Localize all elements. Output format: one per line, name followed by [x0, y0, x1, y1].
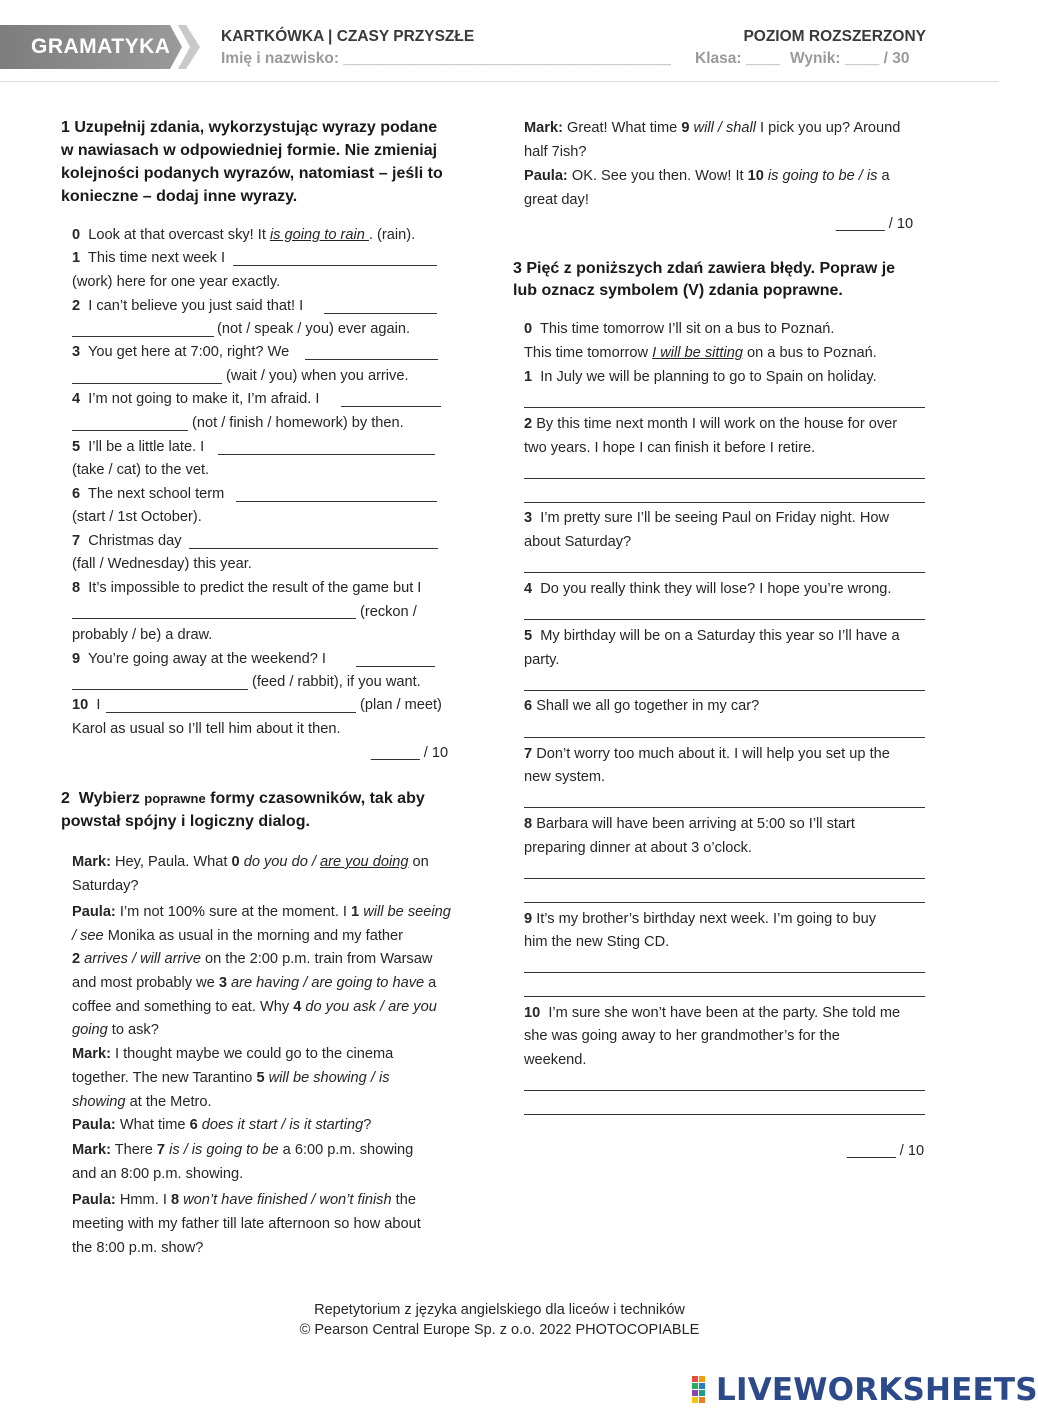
dialog-text: Great! What time	[567, 120, 682, 136]
ex1-item	[72, 388, 319, 412]
dialog-line	[72, 972, 436, 996]
dialog-line	[72, 1091, 212, 1115]
page-title: KARTKÓWKA | CZASY PRZYSZŁE	[221, 28, 475, 45]
choice-option[interactable]: will be showing / is	[264, 1070, 390, 1086]
ex1-item	[72, 577, 421, 601]
item-number: 3	[524, 510, 533, 526]
dialog-text: I’m not 100% sure at the moment. I	[119, 904, 352, 920]
speaker-label: Mark:	[524, 120, 563, 136]
item-number: 7	[72, 533, 81, 549]
example-text: . (rain).	[368, 227, 416, 243]
item-text: probably / be) a draw.	[72, 627, 213, 643]
dialog-text: Monika as usual in the morning and my father	[103, 928, 403, 944]
choice-option[interactable]: do you do /	[243, 854, 320, 870]
footer-line: Repetytorium z języka angielskiego dla liceów i techników	[314, 1302, 685, 1318]
choice-option[interactable]: / see	[72, 928, 104, 944]
answer-blank[interactable]	[218, 454, 435, 455]
item-text: (wait / you) when you arrive.	[226, 368, 409, 384]
item-text: You’re going away at the weekend? I	[87, 651, 326, 667]
item-number: 8	[72, 580, 81, 596]
dialog-text: There	[114, 1142, 157, 1158]
answer-line[interactable]	[524, 902, 925, 903]
item-number: 6	[524, 698, 533, 714]
ex3-item	[524, 908, 876, 932]
answer-blank[interactable]	[305, 359, 438, 360]
ex3-item	[524, 366, 877, 390]
example-answer: I will be sitting	[652, 345, 743, 361]
dialog-text: on the 2:00 p.m. train from Warsaw	[200, 951, 433, 967]
choice-option[interactable]: is going to be / is	[763, 168, 878, 184]
answer-blank[interactable]	[72, 689, 248, 690]
ex1-item	[72, 247, 225, 271]
answer-line[interactable]	[524, 619, 925, 620]
footer-copyright: © Pearson Central Europe Sp. z o.o. 2022 PHOTOCOPIABLE	[299, 1322, 700, 1338]
ex3-item	[524, 743, 890, 767]
dialog-text: at the Metro.	[125, 1094, 212, 1110]
choice-option[interactable]: will / shall	[689, 120, 756, 136]
item-number: 9	[524, 911, 533, 927]
dialog-line	[72, 948, 432, 972]
ex2-title-small-word: poprawne	[144, 791, 206, 806]
choice-option[interactable]: are having / are going to have	[226, 975, 425, 991]
item-text: him the new Sting CD.	[524, 934, 670, 950]
item-text: I’m not going to make it, I’m afraid. I	[88, 391, 320, 407]
answer-blank[interactable]	[72, 430, 188, 431]
dialog-text: a	[424, 975, 437, 991]
speaker-label: Paula:	[72, 904, 116, 920]
answer-blank[interactable]	[72, 618, 356, 619]
ex1-score[interactable]: ______ / 10	[371, 745, 449, 761]
item-text: Karol as usual so I’ll tell him about it then.	[72, 721, 341, 737]
item-number: 0	[524, 321, 533, 337]
section-tab-label: GRAMATYKA	[31, 35, 171, 58]
item-text: (reckon /	[360, 604, 417, 620]
item-number: 6	[189, 1117, 198, 1133]
answer-blank[interactable]	[106, 712, 356, 713]
choice-option[interactable]: going	[72, 1022, 108, 1038]
liveworksheets-logo-icon	[692, 1372, 714, 1408]
dialog-line	[72, 1043, 393, 1067]
answer-line[interactable]	[524, 807, 925, 808]
item-text: This time tomorrow I’ll sit on a bus to Poznań.	[539, 321, 835, 337]
item-text: Shall we all go together in my car?	[536, 698, 760, 714]
item-number: 1	[524, 369, 533, 385]
dialog-text: great day!	[524, 192, 589, 208]
item-text: about Saturday?	[524, 534, 632, 550]
item-number: 1	[351, 904, 360, 920]
dialog-text: OK. See you then. Wow! It	[571, 168, 748, 184]
dialog-line	[72, 925, 403, 949]
ex3-item	[524, 578, 891, 602]
item-text: weekend.	[524, 1052, 587, 1068]
ex3-title-line: lub oznacz symbolem (V) zdania poprawne.	[513, 282, 843, 299]
dialog-line	[524, 165, 890, 189]
dialog-text: ?	[363, 1117, 372, 1133]
ex3-example-answer	[524, 342, 877, 366]
answer-line[interactable]	[524, 690, 925, 691]
ex2-title-line: 2 Wybierz poprawne formy czasowników, tak aby	[61, 790, 425, 807]
item-text: she was going away to her grandmother’s for the	[524, 1028, 840, 1044]
item-number: 0	[72, 227, 81, 243]
item-text: Barbara will have been arriving at 5:00 so I’ll start	[536, 816, 855, 832]
item-text: (start / 1st October).	[72, 509, 202, 525]
liveworksheets-brand[interactable]: LIVEWORKSHEETS	[716, 1372, 1038, 1408]
item-text: In July we will be planning to go to Spain on holiday.	[540, 369, 877, 385]
item-text: (take / cat) to the vet.	[72, 462, 210, 478]
ex1-example	[72, 224, 415, 248]
dialog-line	[72, 1189, 416, 1213]
item-text: on a bus to Poznań.	[742, 345, 877, 361]
ex3-score[interactable]: ______ / 10	[847, 1143, 925, 1159]
dialog-text: to ask?	[107, 1022, 159, 1038]
answer-line[interactable]	[524, 996, 925, 997]
dialog-text: Saturday?	[72, 878, 139, 894]
dialog-text: I pick you up? Around	[755, 120, 901, 136]
ex1-item	[72, 694, 100, 718]
ex1-item	[72, 483, 224, 507]
dialog-line	[72, 901, 451, 925]
answer-blank[interactable]	[324, 313, 437, 314]
score-field-label[interactable]: Wynik: ____ / 30	[790, 50, 910, 67]
item-text: I’m pretty sure I’ll be seeing Paul on Friday night. How	[540, 510, 890, 526]
choice-option[interactable]: does it start / is it starting	[197, 1117, 364, 1133]
item-number: 2	[524, 416, 533, 432]
item-number: 4	[293, 999, 302, 1015]
item-text: It’s impossible to predict the result of the game but I	[88, 580, 422, 596]
dialog-line	[72, 996, 437, 1020]
item-text: It’s my brother’s birthday next week. I’m going to buy	[536, 911, 877, 927]
item-text: preparing dinner at about 3 o’clock.	[524, 840, 752, 856]
item-text: The next school term	[87, 486, 225, 502]
ex3-item	[524, 813, 855, 837]
answer-line[interactable]	[524, 502, 925, 503]
item-text: I	[96, 697, 101, 713]
dialog-text: Hey, Paula. What	[115, 854, 232, 870]
dialog-text: on	[408, 854, 429, 870]
answer-blank[interactable]	[356, 666, 435, 667]
dialog-text: meeting with my father till late afternoon so how about	[72, 1216, 421, 1232]
ex1-item	[72, 648, 326, 672]
item-text: new system.	[524, 769, 606, 785]
item-text: (plan / meet)	[360, 697, 442, 713]
speaker-label: Paula:	[72, 1192, 116, 1208]
item-text: (not / speak / you) ever again.	[217, 321, 411, 337]
dialog-text: What time	[119, 1117, 190, 1133]
item-text: Do you really think they will lose? I hope you’re wrong.	[540, 581, 892, 597]
item-text: Christmas day	[88, 533, 182, 549]
answer-line[interactable]	[524, 1114, 925, 1115]
choice-option-selected[interactable]: are you doing	[320, 854, 409, 870]
item-number: 5	[72, 439, 81, 455]
dialog-text: Hmm. I	[119, 1192, 171, 1208]
item-number: 3	[72, 344, 81, 360]
dialog-text: I thought maybe we could go to the cinema	[115, 1046, 394, 1062]
item-number: 4	[524, 581, 533, 597]
answer-blank[interactable]	[72, 336, 214, 337]
ex3-example	[524, 318, 834, 342]
header-divider	[0, 81, 999, 82]
item-text: two years. I hope I can finish it before I retire.	[524, 440, 816, 456]
item-number: 2	[72, 951, 81, 967]
dialog-text: a 6:00 p.m. showing	[278, 1142, 414, 1158]
speaker-label: Paula:	[72, 1117, 116, 1133]
item-number: 7	[524, 746, 533, 762]
ex3-title-line: 3 Pięć z poniższych zdań zawiera błędy. Popraw je	[513, 260, 896, 277]
ex1-item	[72, 295, 303, 319]
item-number: 8	[524, 816, 533, 832]
item-text: This time next week I	[87, 250, 226, 266]
item-text: I’m sure she won’t have been at the party. She told me	[548, 1005, 901, 1021]
class-field-label[interactable]: Klasa: ____	[695, 50, 781, 67]
dialog-text: half 7ish?	[524, 144, 587, 160]
item-text: I’ll be a little late. I	[88, 439, 205, 455]
item-number: 0	[231, 854, 240, 870]
item-number: 9	[72, 651, 81, 667]
item-text: (feed / rabbit), if you want.	[252, 674, 421, 690]
ex1-title-line: konieczne – dodaj inne wyrazy.	[61, 188, 298, 205]
ex1-title-line: kolejności podanych wyrazów, natomiast – jeśli to	[61, 165, 443, 182]
dialog-text: and most probably we	[72, 975, 219, 991]
speaker-label: Mark:	[72, 1142, 111, 1158]
item-text: (work) here for one year exactly.	[72, 274, 281, 290]
ex3-item	[524, 507, 889, 531]
speaker-label: Paula:	[524, 168, 568, 184]
item-number: 4	[72, 391, 81, 407]
item-text: (not / finish / homework) by then.	[192, 415, 404, 431]
item-number: 10	[524, 1005, 541, 1021]
item-number: 9	[681, 120, 690, 136]
item-number: 7	[156, 1142, 166, 1158]
answer-blank[interactable]	[72, 383, 222, 384]
dialog-text: the 8:00 p.m. show?	[72, 1240, 204, 1256]
ex1-title-line: 1 Uzupełnij zdania, wykorzystując wyrazy podane	[61, 119, 438, 136]
answer-line[interactable]	[524, 478, 925, 479]
item-text: This time tomorrow	[524, 345, 653, 361]
item-number: 1	[72, 250, 81, 266]
answer-line[interactable]	[524, 737, 925, 738]
answer-blank[interactable]	[236, 501, 437, 502]
ex2-title-line: powstał spójny i logiczny dialog.	[61, 813, 310, 830]
dialog-line	[524, 117, 900, 141]
item-text: party.	[524, 652, 560, 668]
ex1-title-line: w nawiasach w odpowiedniej formie. Nie zmieniaj	[61, 142, 438, 159]
answer-line[interactable]	[524, 572, 925, 573]
answer-line[interactable]	[524, 878, 925, 879]
answer-line[interactable]	[524, 407, 925, 408]
dialog-line	[72, 1114, 371, 1138]
ex3-item	[524, 1002, 900, 1026]
item-text: (fall / Wednesday) this year.	[72, 556, 252, 572]
choice-option[interactable]: is / is going to be	[165, 1142, 279, 1158]
name-field-label[interactable]: Imię i nazwisko: ______________________________________	[221, 50, 671, 67]
speaker-label: Mark:	[72, 1046, 111, 1062]
item-number: 10	[72, 697, 89, 713]
ex1-item	[72, 436, 204, 460]
dialog-line	[72, 1067, 390, 1091]
choice-option[interactable]: showing	[72, 1094, 126, 1110]
ex1-item	[72, 530, 182, 554]
choice-option[interactable]: won’t have finished / won’t finish	[179, 1192, 392, 1208]
answer-blank[interactable]	[189, 548, 438, 549]
item-text: Don’t worry too much about it. I will help you set up the	[536, 746, 890, 762]
example-answer: is going to rain	[269, 227, 369, 243]
ex2-score[interactable]: ______ / 10	[836, 216, 914, 232]
level-label: POZIOM ROZSZERZONY	[743, 28, 926, 45]
item-text: By this time next month I will work on the house for over	[536, 416, 898, 432]
ex3-item	[524, 625, 900, 649]
item-text: I can’t believe you just said that! I	[88, 298, 304, 314]
ex3-item	[524, 695, 759, 719]
item-number: 10	[747, 168, 764, 184]
item-number: 8	[170, 1192, 180, 1208]
item-number: 5	[524, 628, 533, 644]
dialog-text: coffee and something to eat. Why	[72, 999, 294, 1015]
item-text: My birthday will be on a Saturday this year so I’ll have a	[540, 628, 900, 644]
dialog-line	[72, 1139, 413, 1163]
item-number: 6	[72, 486, 81, 502]
dialog-text: and an 8:00 p.m. showing.	[72, 1166, 244, 1182]
item-number: 2	[72, 298, 81, 314]
answer-blank[interactable]	[233, 265, 437, 266]
choice-option[interactable]: will be seeing	[359, 904, 451, 920]
choice-option[interactable]: do you ask / are you	[301, 999, 437, 1015]
answer-blank[interactable]	[341, 406, 441, 407]
answer-line[interactable]	[524, 1090, 925, 1091]
speaker-label: Mark:	[72, 854, 111, 870]
choice-option[interactable]: arrives / will arrive	[80, 951, 201, 967]
item-text: You get here at 7:00, right? We	[87, 344, 290, 360]
item-number: 5	[256, 1070, 265, 1086]
dialog-text: a	[877, 168, 890, 184]
item-number: 3	[218, 975, 227, 991]
answer-line[interactable]	[524, 972, 925, 973]
dialog-text: together. The new Tarantino	[72, 1070, 257, 1086]
ex1-item	[72, 341, 289, 365]
ex3-item	[524, 413, 897, 437]
example-text: Look at that overcast sky! It	[88, 227, 270, 243]
dialog-text: the	[391, 1192, 416, 1208]
dialog-line	[72, 1019, 159, 1043]
dialog-line	[72, 851, 429, 875]
